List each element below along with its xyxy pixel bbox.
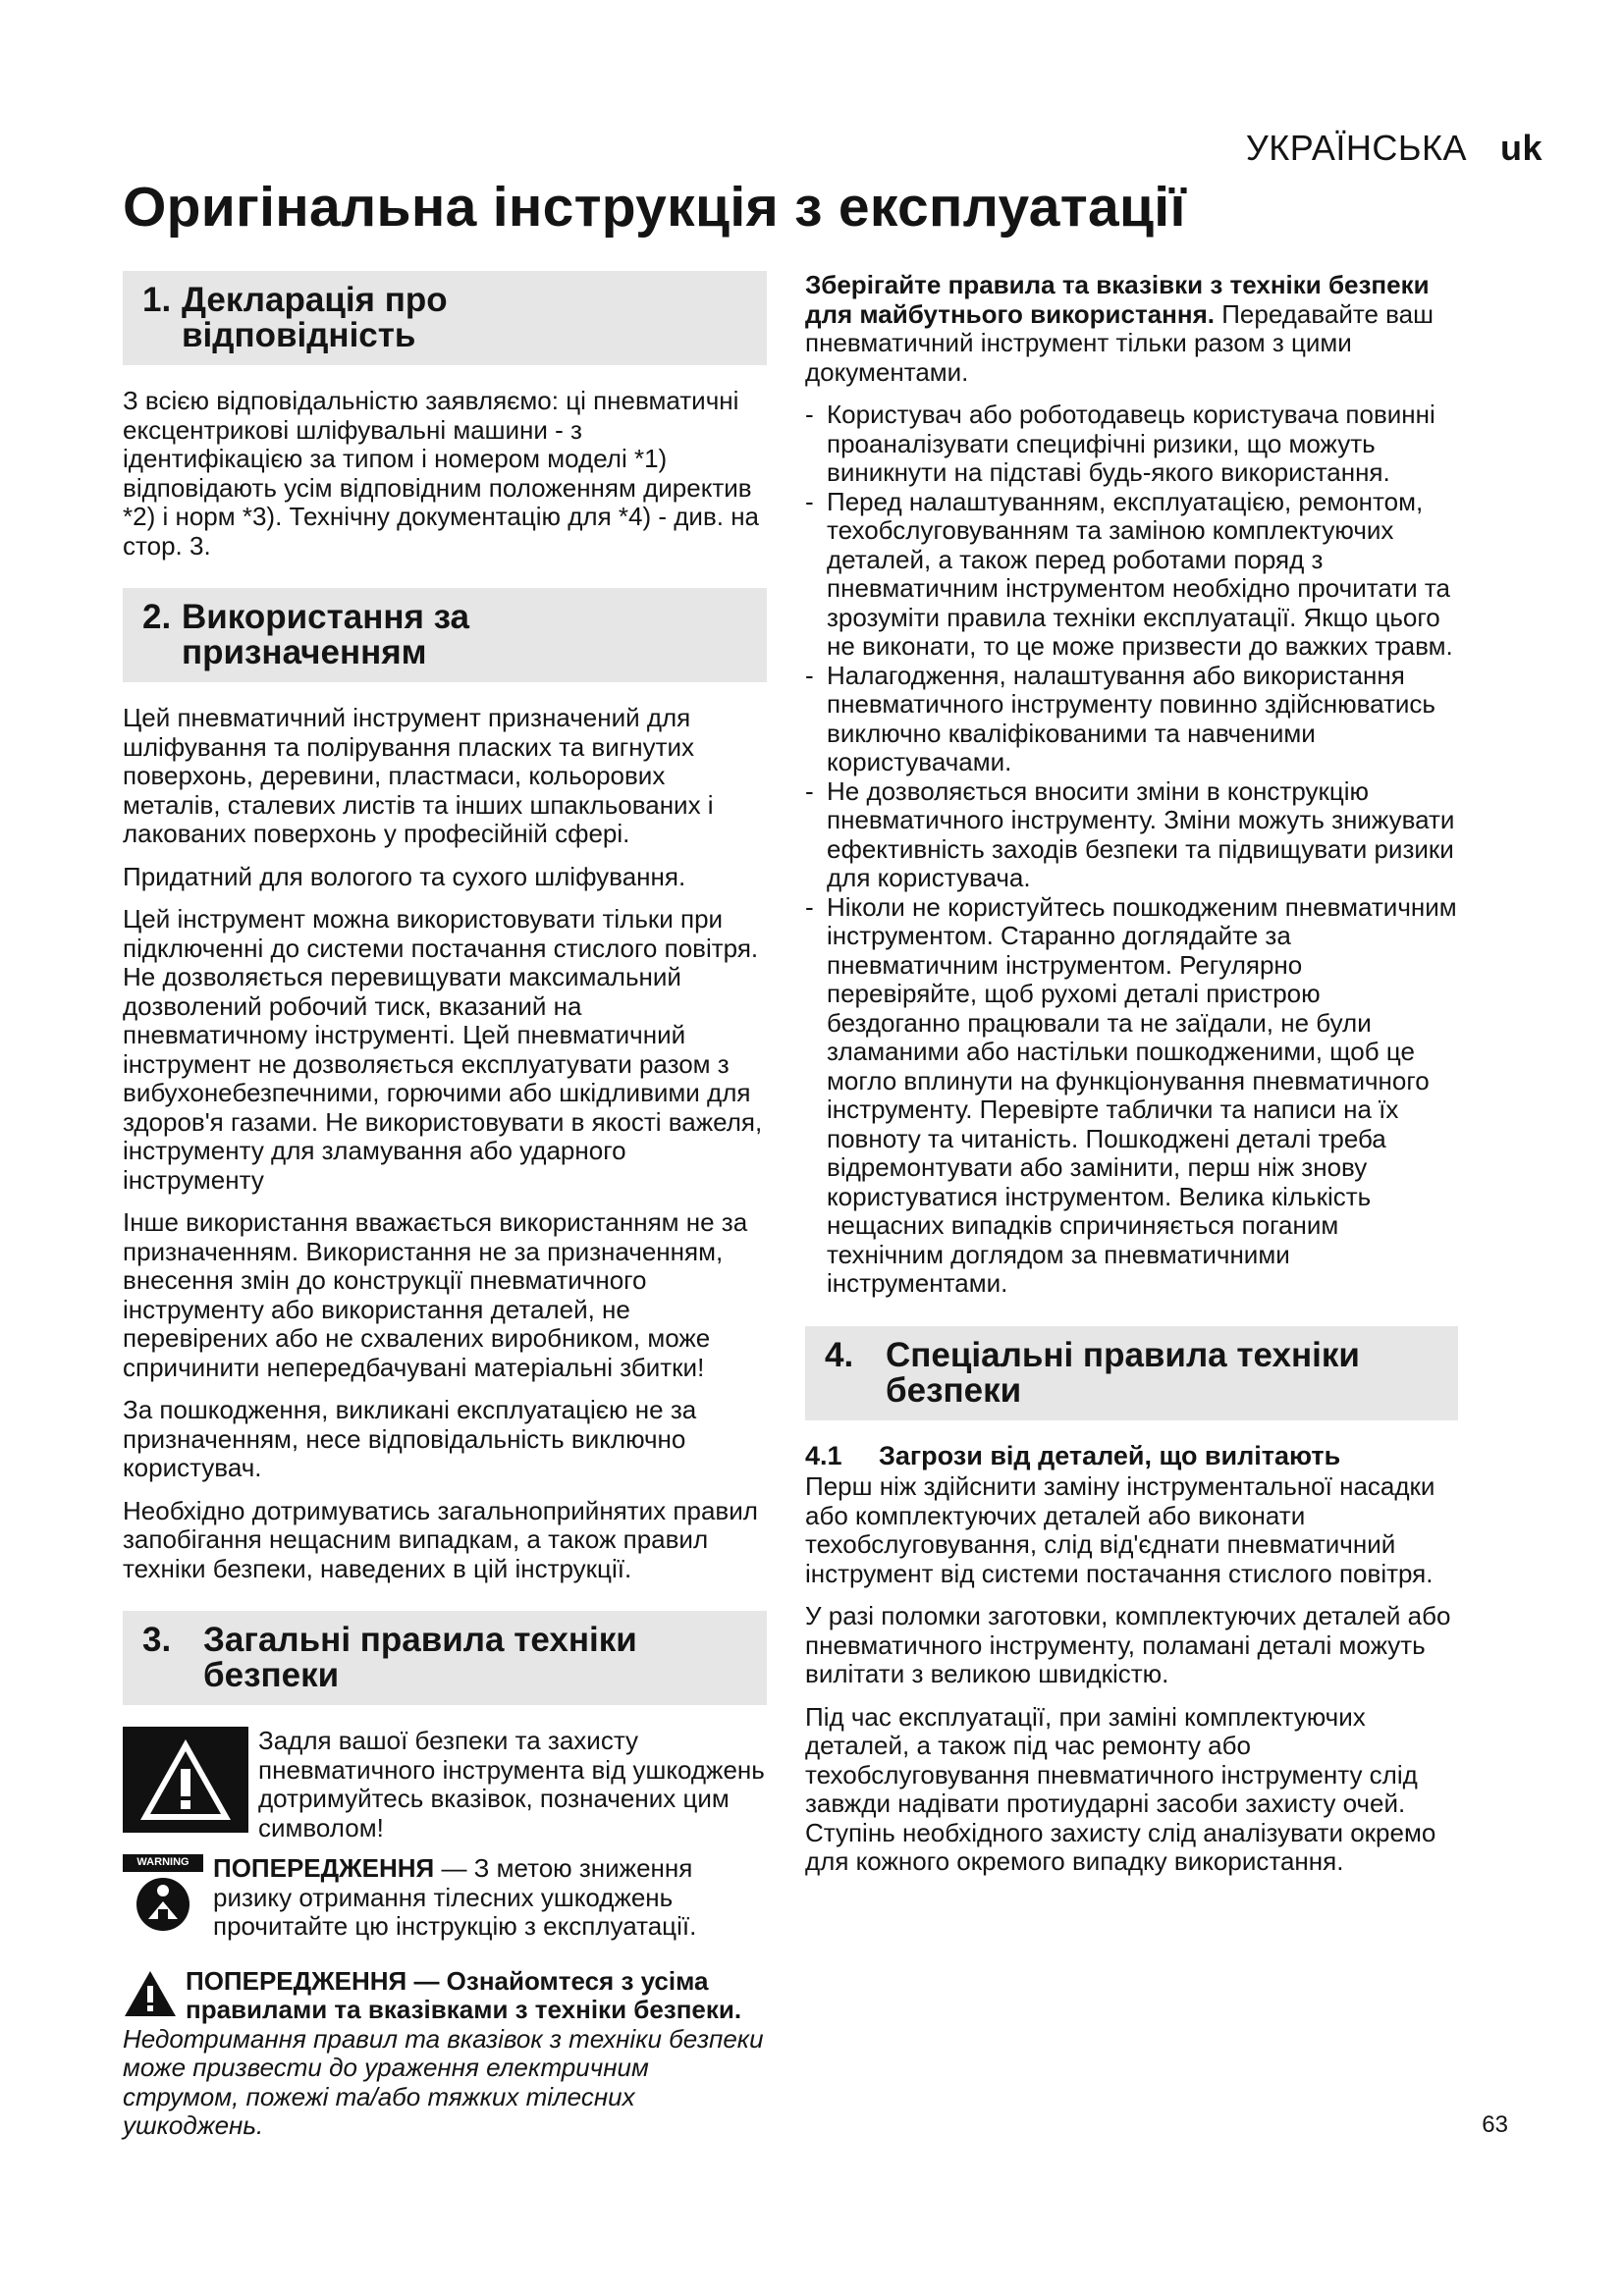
section-title-line1: Декларація про bbox=[182, 281, 448, 319]
paragraph: За пошкодження, викликані експлуатацією не за призначенням, несе відповідальність виключно користувач. bbox=[123, 1395, 697, 1482]
language-code: uk bbox=[1499, 128, 1543, 168]
section-title-line1: Загальні правила техніки bbox=[203, 1621, 637, 1659]
paragraph: Цей пневматичний інструмент призначений для шліфування та полірування пласких та вигнутих поверхонь, деревини, пластмаси, кольорових металів, сталевих листів та інших шпакльованих і лакованих поверхонь у професійній сфері. bbox=[123, 703, 714, 848]
right-column bbox=[805, 271, 1458, 1891]
section-2-heading bbox=[123, 588, 767, 682]
language-name: УКРАЇНСЬКА bbox=[1245, 128, 1467, 168]
list-item: - Не дозволяється вносити зміни в конструкцію пневматичного інструменту. Зміни можуть знижувати ефективність заходів безпеки та підвищувати ризики для користувача. bbox=[805, 777, 1458, 893]
section-4-heading bbox=[805, 1326, 1458, 1420]
paragraph: Цей інструмент можна використовувати тільки при підключенні до системи постачання стислого повітря. Не дозволяється перевищувати максимальний дозволений робочий тиск, вказаний на пневматичному інструменті. Цей пневматичний інструмент не дозволяється експлуатувати разом з вибухонебезпечними, горючими або шкідливими для здоров'я газами. Не використовувати в якості важеля, інструменту для зламування або ударного інструменту bbox=[123, 904, 763, 1195]
general-warning: ПОПЕРЕДЖЕННЯ — Ознайомтеся з усіма правилами та вказівками з техніки безпеки. Недотримання правил та вказівок з техніки безпеки може призвести до ураження електричним струмом, пожежі та/або тяжких тілесних ушкоджень. bbox=[123, 1965, 764, 2140]
language-header bbox=[1246, 128, 1543, 169]
section-number: 2. bbox=[142, 598, 172, 636]
paragraph: Перш ніж здійснити заміну інструментальної насадки або комплектуючих деталей або виконати техобслуговування, слід від'єднати пневматичний інструмент від системи постачання стислого повітря. bbox=[805, 1471, 1435, 1588]
keep-instructions: Зберігайте правила та вказівки з техніки безпеки для майбутнього використання. Передавайте ваш пневматичний інструмент тільки разом з цими документами. bbox=[805, 270, 1434, 387]
read-manual-text: ПОПЕРЕДЖЕННЯ — З метою зниження ризику отримання тілесних ушкоджень прочитайте цю інструкцію з експлуатації. bbox=[213, 1853, 697, 1941]
subsection-heading: 4.1 Загрози від деталей, що вилітають bbox=[805, 1440, 1341, 1470]
list-item: - Налагодження, налаштування або використання пневматичного інструменту повинно здійснюватись виключно кваліфікованими та навченими користувачами. bbox=[805, 662, 1458, 777]
section-title-line1: Використання за bbox=[182, 598, 470, 636]
warning-label: WARNING bbox=[123, 1854, 203, 1872]
read-manual-icon bbox=[123, 1854, 203, 1933]
page-number: 63 bbox=[1482, 2111, 1508, 2138]
warning-triangle-icon bbox=[123, 1969, 178, 2018]
paragraph: З всією відповідальністю заявляємо: ці пневматичні ексцентрикові шліфувальні машини - з ідентифікацією за типом і номером моделі *1) відповідають усім відповідним положенням директив *2) і норм *3). Технічну документацію для *4) - див. на стор. 3. bbox=[123, 386, 760, 561]
section-title-line1: Спеціальні правила техніки bbox=[886, 1335, 1360, 1374]
list-item: - Користувач або роботодавець користувача повинні проаналізувати специфічні ризики, що можуть виникнути на підставі будь-якого використання. bbox=[805, 400, 1458, 488]
section-number: 3. bbox=[142, 1621, 172, 1659]
warning-triangle-icon bbox=[123, 1727, 248, 1833]
safety-symbol-note bbox=[123, 1727, 767, 1842]
paragraph: Інше використання вважається використанням не за призначенням. Використання не за призначенням, внесення змін до конструкції пневматичного інструменту або використання деталей, не перевірених або не схвалених виробником, може спричинити непередбачувані матеріальні збитки! bbox=[123, 1207, 748, 1382]
paragraph: Під час експлуатації, при заміні комплектуючих деталей, а також під час ремонту або техобслуговування пневматичного інструменту слід завжди надівати протиударні засоби захисту очей. Ступінь необхідного захисту слід аналізувати окремо для кожного окремого випадку використання. bbox=[805, 1701, 1436, 1876]
safety-symbol-text: Задля вашої безпеки та захисту пневматичного інструмента від ушкоджень дотримуйтесь вказівок, позначених цим символом! bbox=[258, 1726, 765, 1842]
list-item: - Перед налаштуванням, експлуатацією, ремонтом, техобслуговуванням та заміною комплектуючих деталей, а також перед роботами поряд з пневматичним інструментом необхідно прочитати та зрозуміти правила техніки експлуатації. Якщо цього не виконати, то це може призвести до важких травм. bbox=[805, 488, 1458, 662]
section-title-line2: призначенням bbox=[182, 633, 427, 671]
safety-list bbox=[805, 400, 1458, 1299]
section-number: 4. bbox=[825, 1335, 854, 1374]
page-title: Оригінальна інструкція з експлуатації bbox=[123, 176, 1186, 239]
section-title-line2: відповідність bbox=[182, 316, 416, 354]
paragraph: У разі поломки заготовки, комплектуючих деталей або пневматичного інструменту, поламані деталі можуть вилітати з великою швидкістю. bbox=[805, 1601, 1451, 1688]
paragraph: Придатний для вологого та сухого шліфування. bbox=[123, 861, 686, 891]
section-title-line2: безпеки bbox=[886, 1370, 1022, 1410]
read-manual-warning bbox=[123, 1854, 767, 1942]
left-column bbox=[123, 271, 767, 2141]
section-3-heading bbox=[123, 1611, 767, 1705]
section-1-heading bbox=[123, 271, 767, 365]
list-item: - Ніколи не користуйтесь пошкодженим пневматичним інструментом. Старанно доглядайте за пневматичним інструментом. Регулярно перевіряйте, щоб рухомі деталі пристрою бездоганно працювали та не заїдали, не були зламаними або настільки пошкодженими, щоб це могло вплинути на функціонування пневматичного інструменту. Перевірте таблички та написи на їх повноту та читаність. Пошкоджені деталі треба відремонтувати або замінити, перш ніж знову користуватися інструментом. Велика кількість нещасних випадків спричиняється поганим технічним доглядом за пневматичними інструментами. bbox=[805, 893, 1458, 1299]
paragraph: Необхідно дотримуватись загальноприйнятих правил запобігання нещасним випадкам, а також правил техніки безпеки, наведених в цій інструкції. bbox=[123, 1495, 758, 1583]
section-title-line2: безпеки bbox=[203, 1656, 340, 1694]
section-number: 1. bbox=[142, 281, 172, 319]
